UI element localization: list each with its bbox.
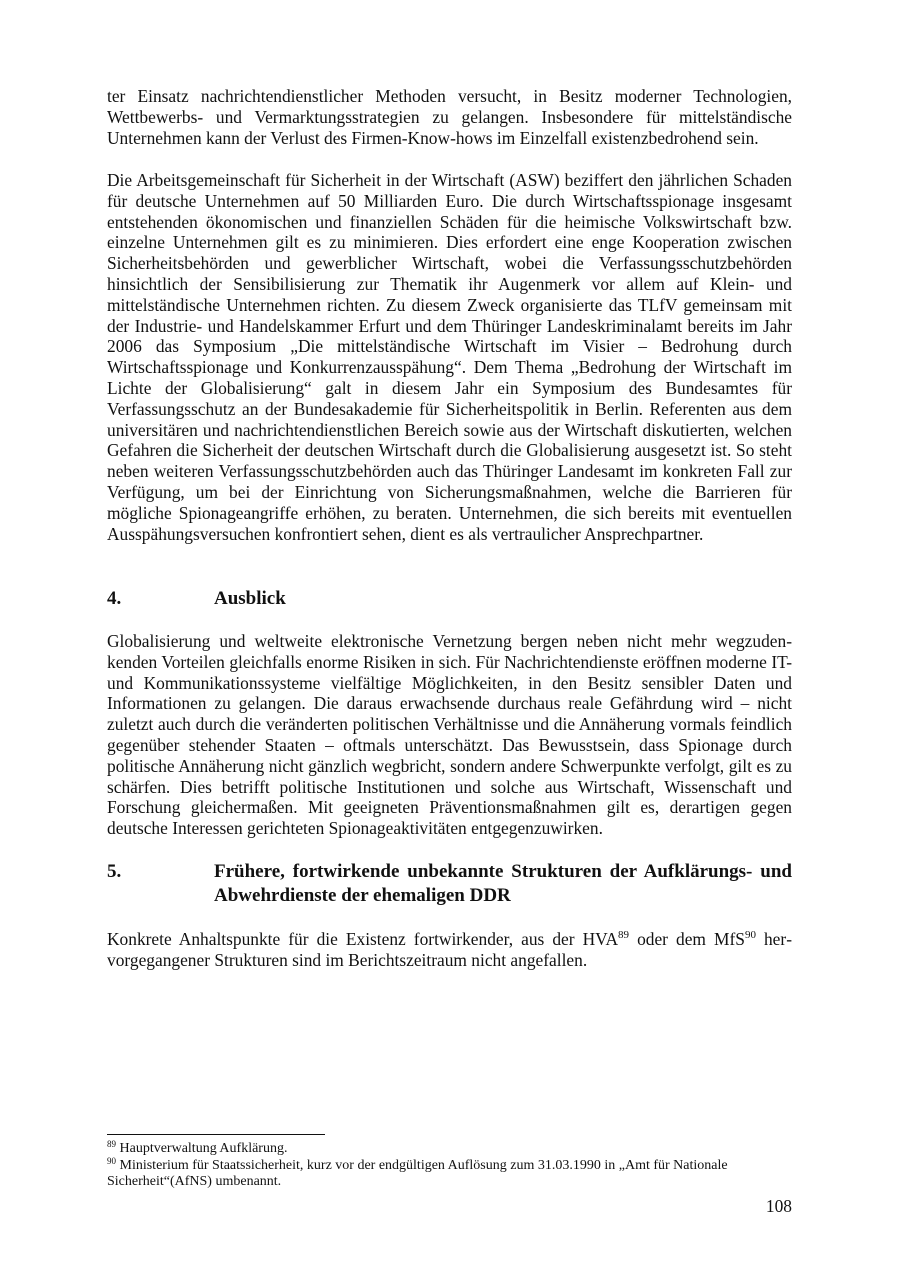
footnote-reference: 89 <box>618 929 630 941</box>
paragraph-outlook: Globalisierung und weltweite elektronische Vernetzung bergen neben nicht mehr wegzudenkenden Vorteilen gleichfalls enorme Risiken in sich. Für Nachrichtendienste eröffnen moderne IT- und Kommunikationssysteme vielfältige Möglichkeiten, in den Besitz sensibler Daten und Informationen zu gelangen. Die daraus erwachsende durchaus reale Gefährdung wird – nicht zuletzt auch durch die veränderten politischen Verhältnisse und die Annäherung vormals feindlich gegenüber stehender Staaten – oftmals unterschätzt. Das Bewusstsein, dass Spionage durch politische Annäherung nicht gänzlich wegbricht, sondern andere Schwerpunkte verfolgt, gilt es zu schärfen. Dies betrifft politische Institutionen und solche aus Wirtschaft, Wissenschaft und Forschung gleichermaßen. Mit geeigneten Präventionsmaßnahmen gilt es, derartigen gegen deutsche Interessen gerichteten Spionageaktivitäten entgegenzuwirken. <box>107 631 792 839</box>
footnotes <box>107 1141 792 1191</box>
footnote-90 <box>107 1155 792 1191</box>
section-heading-ddr-structures <box>107 860 792 908</box>
footnote-number: 90 <box>107 1155 116 1166</box>
footnote-separator <box>107 1134 325 1135</box>
paragraph-text: hervorgegangener Strukturen sind im Berichtszeitraum nicht angefallen. <box>107 929 792 970</box>
section-title: Ausblick <box>214 588 286 609</box>
footnote-number: 89 <box>107 1139 116 1149</box>
section-title: Frühere, fortwirkende unbekannte Strukturen der Aufklärungs- und Abwehrdienste der ehemaligen DDR <box>214 861 792 906</box>
paragraph-asw-damage: Die Arbeitsgemeinschaft für Sicherheit in der Wirtschaft (ASW) beziffert den jährlichen Schaden für deutsche Unternehmen auf 50 Milliarden Euro. Die durch Wirtschaftsspionage insgesamt entstehenden ökonomischen und finanziellen Schäden für die heimische Volkswirtschaft bzw. einzelne Unternehmen gilt es zu minimieren. Dies erfordert eine enge Kooperation zwischen Sicherheitsbehörden und gewerblicher Wirtschaft, wobei die Verfassungsschutzbehörden hinsichtlich der Sensibilisierung zur Thematik ihr Augenmerk vor allem auf Klein- und mittelständische Unternehmen richten. Zu diesem Zweck organisierte das TLfV gemeinsam mit der Industrie- und Handelskammer Erfurt und dem Thüringer Landeskriminalamt bereits im Jahr 2006 das Symposium „Die mittelständische Wirtschaft im Visier – Bedrohung durch Wirtschaftsspionage und Konkurrenzausspähung“. Dem Thema „Bedrohung der Wirtschaft im Lichte der Globalisierung“ galt in diesem Jahr ein Symposium des Bundesamtes für Verfassungsschutz an der Bundesakademie für Sicherheitspolitik in Berlin. Referenten aus dem universitären und nachrichtendienstlichen Bereich sowie aus der Wirtschaft diskutierten, welchen Gefahren die Sicherheit der deutschen Wirtschaft durch die Globalisierung ausgesetzt ist. So steht neben weiteren Verfassungsschutzbehörden auch das Thüringer Landesamt im konkreten Fall zur Verfügung, um bei der Einrichtung von Sicherungsmaßnahmen, welche die Barrieren für mögliche Spionageangriffe erhöhen, zu beraten. Unternehmen, die sich bereits mit eventuellen Ausspähungsversuchen konfrontiert sehen, dient es als vertraulicher Ansprechpartner. <box>107 170 792 544</box>
paragraph-text: Konkrete Anhaltspunkte für die Existenz fortwirkender, aus der HVA <box>107 929 619 949</box>
section-heading-ausblick <box>107 587 792 611</box>
footnote-text: Hauptverwaltung Aufklärung. <box>116 1141 288 1156</box>
footnote-reference: 90 <box>744 929 756 941</box>
footnote-89 <box>107 1141 792 1158</box>
section-number: 4. <box>107 588 122 609</box>
footnote-text: Ministerium für Staatssicherheit, kurz vor der endgültigen Auflösung zum 31.03.1990 in „Amt für Nationale Sicherheit“(AfNS) umbenannt. <box>107 1157 728 1189</box>
paragraph-continuation: ter Einsatz nachrichtendienstlicher Methoden versucht, in Besitz moderner Technologien, Wettbewerbs- und Vermarktungsstrategien zu gelangen. Insbesondere für mittelständische Unternehmen kann der Verlust des Firmen-Know-hows im Einzelfall existenzbedrohend sein. <box>107 86 792 148</box>
page-number: 108 <box>765 1196 792 1216</box>
section-number: 5. <box>107 861 122 882</box>
paragraph-ddr-structures <box>107 929 792 971</box>
paragraph-text: oder dem MfS <box>629 929 745 949</box>
